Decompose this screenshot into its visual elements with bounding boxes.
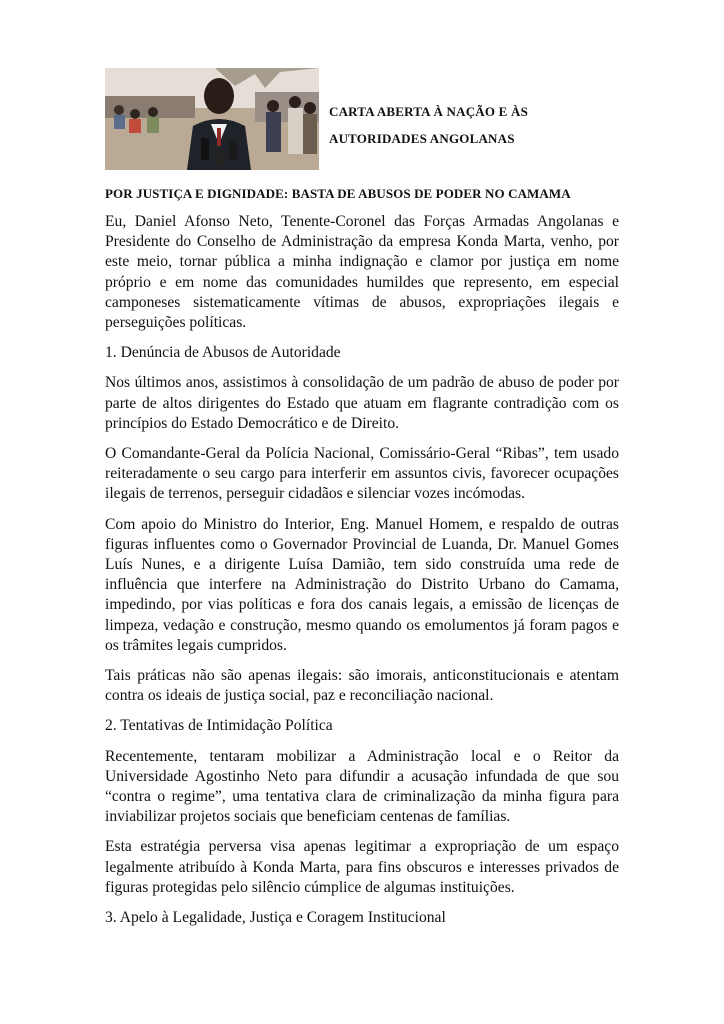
section-1-paragraph-4: Tais práticas não são apenas ilegais: são imorais, anticonstitucionais e atentam contra os ideais de justiça social, paz e reconciliação nacional. [105,667,619,705]
letter-title-line-2: AUTORIDADES ANGOLANAS [329,131,515,146]
section-2-paragraph-2: Esta estratégia perversa visa apenas legitimar a expropriação de um espaço legalmente atribuído à Konda Marta, para fins obscuros e interesses privados de figuras protegidas pelo silêncio cúmplice de algumas instituições. [105,838,619,896]
intro-paragraph: Eu, Daniel Afonso Neto, Tenente-Coronel das Forças Armadas Angolanas e Presidente do Conselho de Administração da empresa Konda Marta, venho, por este meio, tornar pública a minha indignação e clamor por justiça em nome próprio e em nome das comunidades humildes que represento, em especial camponeses sistematicamente vítimas de abusos, expropriações ilegais e perseguições políticas. [105,213,619,332]
section-2-paragraph-1: Recentemente, tentaram mobilizar a Administração local e o Reitor da Universidade Agostinho Neto para difundir a acusação infundada de que sou “contra o regime”, uma tentativa clara de criminalização da minha figura para inviabilizar projetos sociais que beneficiam centenas de famílias. [105,747,619,826]
section-heading-2: 2. Tentativas de Intimidação Política [105,717,333,735]
section-heading-3: 3. Apelo à Legalidade, Justiça e Coragem Institucional [105,909,446,927]
section-1-paragraph-3: Com apoio do Ministro do Interior, Eng. Manuel Homem, e respaldo de outras figuras influentes como o Governador Provincial de Luanda, Dr. Manuel Gomes Luís Nunes, e a dirigente Luísa Damião, tem sido construída uma rede de influência que interfere na Administração do Distrito Urbano do Camama, impedindo, por vias políticas e fora dos canais legais, a emissão de licenças de limpeza, vedação e construção, mesmo quando os emolumentos já foram pagos e os trâmites legais cumpridos. [105,515,619,654]
section-heading-1: 1. Denúncia de Abusos de Autoridade [105,344,341,362]
letter-title-line-1: CARTA ABERTA À NAÇÃO E ÀS [329,104,528,119]
press-photo-icon [105,68,319,170]
letter-subtitle: POR JUSTIÇA E DIGNIDADE: BASTA DE ABUSOS DE PODER NO CAMAMA [105,186,571,201]
press-photo [105,68,319,170]
letter-body [105,212,619,938]
section-1-paragraph-2: O Comandante-Geral da Polícia Nacional, Comissário-Geral “Ribas”, tem usado reiteradamente o seu cargo para interferir em assuntos civis, favorecer ocupações ilegais de terrenos, perseguir cidadãos e silenciar vozes incómodas. [105,445,619,503]
section-1-paragraph-1: Nos últimos anos, assistimos à consolidação de um padrão de abuso de poder por parte de altos dirigentes do Estado que atuam em flagrante contradição com os princípios do Estado Democrático e de Direito. [105,374,619,432]
